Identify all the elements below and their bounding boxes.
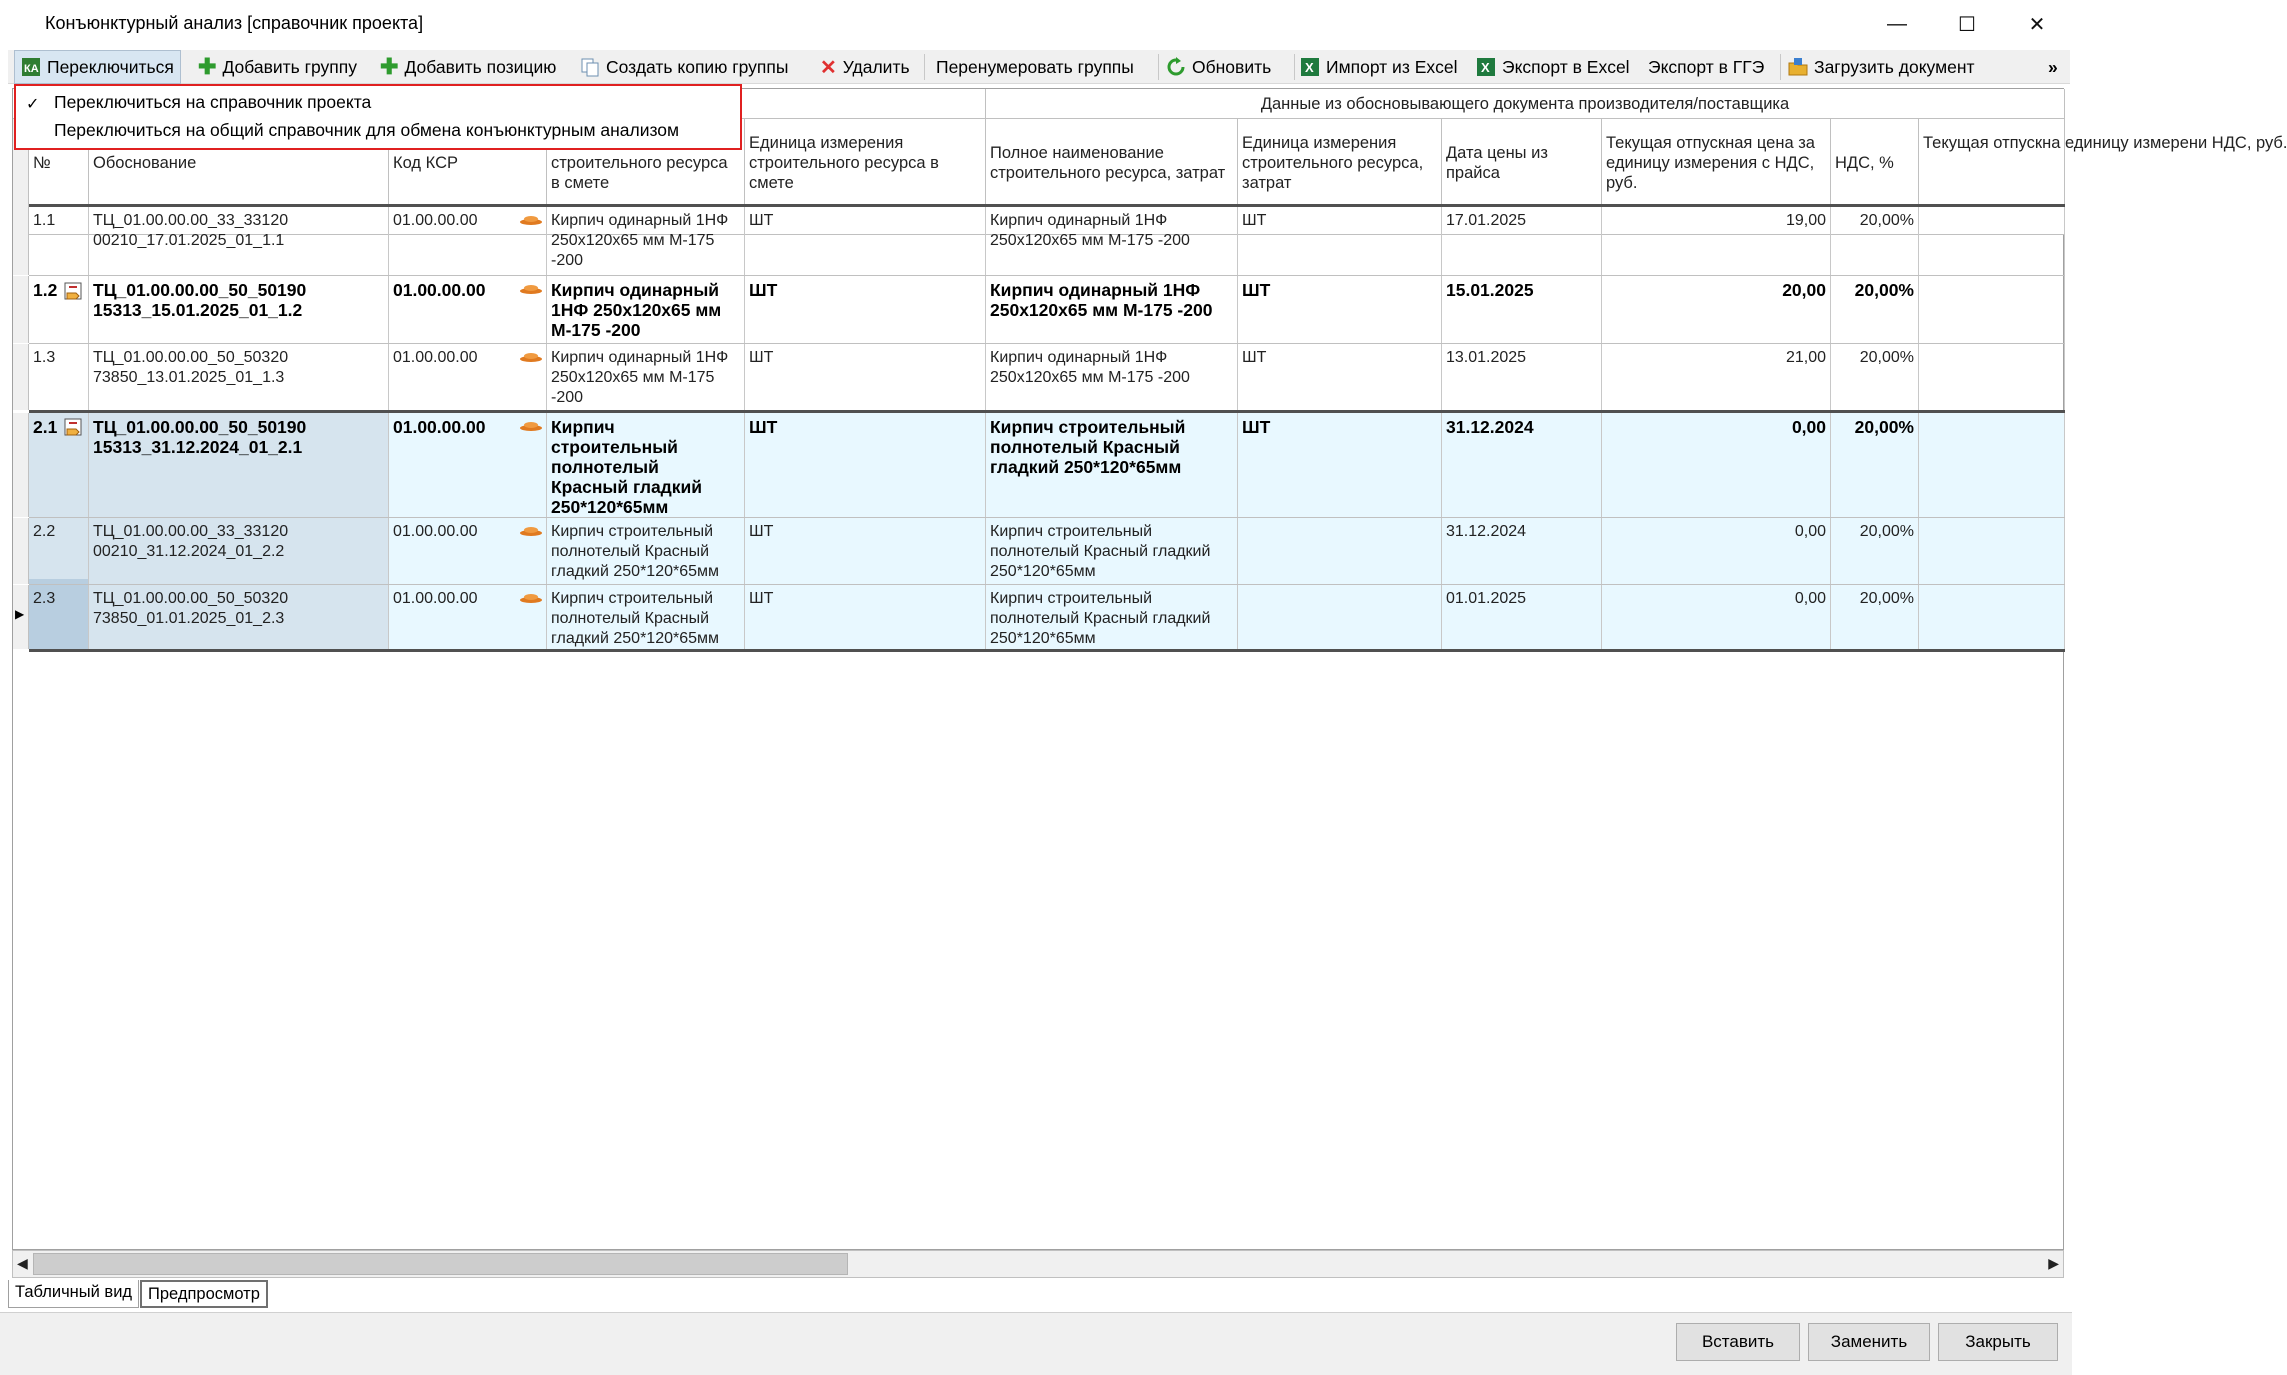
header-price-truncated[interactable]: Текущая отпускна единицу измерени НДС, руб. — [1919, 119, 2065, 235]
cell-full-name[interactable]: Кирпич одинарный 1НФ 250x120x65 мм М-175 -200 — [986, 276, 1238, 343]
brick-icon — [519, 526, 543, 536]
title-bar — [0, 0, 2072, 48]
folder-icon — [1788, 57, 1808, 77]
cell-price[interactable]: 0,00 — [1602, 413, 1831, 517]
cell-unit[interactable]: ШТ — [745, 276, 986, 343]
cell-vat[interactable]: 20,00% — [1831, 207, 1919, 275]
import-excel-label: Импорт из Excel — [1326, 56, 1458, 77]
cell-empty[interactable] — [1919, 276, 2065, 343]
toolbar-separator — [924, 54, 925, 80]
row-divider — [29, 204, 2065, 207]
header-price-date[interactable]: Дата цены из прайса — [1442, 119, 1602, 235]
svg-text:X: X — [1481, 60, 1490, 75]
header-basis[interactable]: Обоснование — [89, 119, 389, 235]
current-row-indicator-icon: ▶ — [15, 607, 25, 621]
brick-icon — [519, 215, 543, 225]
cell-date[interactable]: 31.12.2024 — [1442, 518, 1602, 584]
switch-dropdown-menu — [14, 84, 742, 150]
checkmark-icon: ✓ — [26, 96, 40, 113]
data-grid — [12, 88, 2287, 1250]
cell-full-name[interactable]: Кирпич одинарный 1НФ 250x120x65 мм М-175 -200 — [986, 344, 1238, 410]
cell-date[interactable]: 15.01.2025 — [1442, 276, 1602, 343]
header-group-supplier: Данные из обосновывающего документа производителя/поставщика — [986, 89, 2065, 119]
cell-price[interactable]: 21,00 — [1602, 344, 1831, 410]
export-excel-label: Экспорт в Excel — [1502, 56, 1630, 77]
header-unit-supplier[interactable]: Единица измерения строительного ресурса, затрат — [1238, 119, 1442, 235]
svg-text:X: X — [1305, 60, 1314, 75]
svg-text:КА: КА — [24, 63, 39, 75]
cell-ksr[interactable]: 01.00.00.00 — [389, 518, 547, 584]
refresh-button[interactable] — [1166, 50, 1271, 84]
row-selector[interactable] — [13, 207, 29, 275]
row-divider — [29, 649, 2065, 652]
cell-price[interactable]: 0,00 — [1602, 585, 1831, 649]
cell-resource[interactable]: Кирпич одинарный 1НФ 250x120x65 мм М-175 -200 — [547, 344, 745, 410]
cell-supplier-unit[interactable] — [1238, 518, 1442, 584]
add-group-label: Добавить группу — [222, 56, 358, 77]
plus-icon: ✚ — [198, 54, 217, 79]
copy-group-button[interactable] — [580, 50, 788, 84]
scrollbar-thumb[interactable] — [33, 1253, 848, 1275]
menu-item-shared-directory[interactable]: Переключиться на общий справочник для обмена конъюнктурным анализом — [54, 120, 680, 140]
cell-vat[interactable]: 20,00% — [1831, 585, 1919, 649]
brick-icon — [519, 421, 543, 431]
cell-full-name[interactable]: Кирпич строительный полнотелый Красный гладкий 250*120*65мм — [986, 413, 1238, 517]
cell-vat[interactable]: 20,00% — [1831, 413, 1919, 517]
row-selector[interactable] — [13, 413, 29, 517]
cell-ksr[interactable]: 01.00.00.00 — [389, 585, 547, 649]
cell-basis[interactable]: ТЦ_01.00.00.00_33_33120 00210_31.12.2024_01_2.2 — [89, 518, 389, 584]
cell-basis[interactable]: ТЦ_01.00.00.00_33_33120 00210_17.01.2025_01_1.1 — [89, 207, 389, 275]
cell-no[interactable]: 2.1 — [29, 413, 89, 517]
load-document-button[interactable] — [1788, 50, 1975, 84]
cell-resource[interactable]: Кирпич строительный полнотелый Красный гладкий 250*120*65мм — [547, 518, 745, 584]
brick-icon — [519, 352, 543, 362]
cell-full-name[interactable]: Кирпич одинарный 1НФ 250x120x65 мм М-175 -200 — [986, 207, 1238, 275]
bottom-bar — [0, 1312, 2072, 1375]
cell-resource[interactable]: Кирпич одинарный 1НФ 250x120x65 мм М-175 -200 — [547, 276, 745, 343]
cell-unit[interactable]: ШТ — [745, 413, 986, 517]
switch-label: Переключиться — [47, 56, 174, 77]
cell-empty[interactable] — [1919, 518, 2065, 584]
load-document-label: Загрузить документ — [1814, 56, 1975, 77]
cell-no[interactable]: 1.1 — [29, 207, 89, 275]
menu-item-project-directory[interactable]: Переключиться на справочник проекта — [54, 92, 372, 112]
refresh-label: Обновить — [1192, 56, 1272, 77]
document-hand-icon — [63, 417, 85, 439]
plus-icon: ✚ — [380, 54, 399, 79]
row-selector[interactable] — [13, 344, 29, 410]
cell-basis[interactable]: ТЦ_01.00.00.00_50_50190 15313_15.01.2025_01_1.2 — [89, 276, 389, 343]
toolbar-separator — [1158, 54, 1159, 80]
cell-price[interactable]: 0,00 — [1602, 518, 1831, 584]
header-ksr[interactable]: Код КСР — [389, 119, 547, 235]
minimize-button[interactable]: — — [1887, 12, 1907, 35]
scroll-right-icon[interactable]: ▶ — [2048, 1255, 2059, 1271]
cell-date[interactable]: 13.01.2025 — [1442, 344, 1602, 410]
horizontal-scrollbar[interactable] — [12, 1250, 2064, 1278]
cell-no[interactable]: 2.2 — [29, 518, 89, 584]
maximize-button[interactable]: ☐ — [1958, 13, 1976, 36]
header-full-name[interactable]: Полное наименование строительного ресурса, затрат — [986, 119, 1238, 235]
close-button[interactable]: Закрыть — [1938, 1323, 2058, 1361]
cell-no[interactable]: 2.3 — [29, 585, 89, 649]
renumber-label: Перенумеровать группы — [936, 56, 1134, 77]
scroll-left-icon[interactable]: ◀ — [17, 1255, 28, 1271]
brick-icon — [519, 284, 543, 294]
cell-ksr[interactable]: 01.00.00.00 — [389, 344, 547, 410]
cell-vat[interactable]: 20,00% — [1831, 276, 1919, 343]
cell-supplier-unit[interactable]: ШТ — [1238, 207, 1442, 275]
export-gge-button[interactable] — [1648, 50, 1764, 84]
header-no[interactable]: № — [29, 119, 89, 235]
cell-empty[interactable] — [1919, 344, 2065, 410]
cell-basis[interactable]: ТЦ_01.00.00.00_50_50320 73850_01.01.2025_01_2.3 — [89, 585, 389, 649]
cell-unit[interactable]: ШТ — [745, 344, 986, 410]
close-window-button[interactable]: ✕ — [2028, 13, 2046, 36]
header-price-with-vat[interactable]: Текущая отпускная цена за единицу измерения с НДС, руб. — [1602, 119, 1831, 235]
cell-no[interactable]: 1.3 — [29, 344, 89, 410]
cell-resource[interactable]: Кирпич строительный полнотелый Красный гладкий 250*120*65мм — [547, 585, 745, 649]
renumber-button[interactable] — [936, 50, 1134, 84]
delete-icon: ✕ — [820, 56, 837, 79]
cell-no[interactable]: 1.2 — [29, 276, 89, 343]
cell-supplier-unit[interactable]: ШТ — [1238, 276, 1442, 343]
excel-icon — [1300, 57, 1320, 77]
row-selector[interactable] — [13, 276, 29, 343]
cell-unit[interactable]: ШТ — [745, 585, 986, 649]
cell-price[interactable]: 19,00 — [1602, 207, 1831, 275]
tab-table-view[interactable]: Табличный вид — [8, 1280, 139, 1308]
tab-preview[interactable]: Предпросмотр — [140, 1280, 268, 1308]
switch-button[interactable] — [14, 50, 181, 84]
delete-label: Удалить — [842, 56, 910, 77]
add-position-button[interactable] — [380, 50, 556, 84]
replace-button[interactable]: Заменить — [1808, 1323, 1930, 1361]
toolbar-separator — [1294, 54, 1295, 80]
insert-button[interactable]: Вставить — [1676, 1323, 1800, 1361]
add-position-label: Добавить позицию — [404, 56, 557, 77]
cell-supplier-unit[interactable]: ШТ — [1238, 344, 1442, 410]
cell-vat[interactable]: 20,00% — [1831, 344, 1919, 410]
ka-icon — [21, 57, 41, 77]
cell-ksr[interactable]: 01.00.00.00 — [389, 413, 547, 517]
cell-full-name[interactable]: Кирпич строительный полнотелый Красный гладкий 250*120*65мм — [986, 518, 1238, 584]
cell-ksr[interactable]: 01.00.00.00 — [389, 207, 547, 275]
export-gge-label: Экспорт в ГГЭ — [1648, 56, 1765, 77]
copy-icon — [580, 57, 600, 77]
cell-basis[interactable]: ТЦ_01.00.00.00_50_50190 15313_31.12.2024_01_2.1 — [89, 413, 389, 517]
cell-empty[interactable] — [1919, 413, 2065, 517]
header-unit-smeta[interactable]: Единица измерения строительного ресурса в смете — [745, 119, 986, 235]
cell-empty[interactable] — [1919, 207, 2065, 275]
delete-button[interactable] — [820, 50, 910, 84]
cell-unit[interactable]: ШТ — [745, 518, 986, 584]
cell-date[interactable]: 31.12.2024 — [1442, 413, 1602, 517]
document-hand-icon — [63, 281, 85, 303]
cell-price[interactable]: 20,00 — [1602, 276, 1831, 343]
toolbar-separator — [1780, 54, 1781, 80]
toolbar — [8, 50, 2070, 84]
refresh-icon — [1166, 57, 1186, 77]
cell-empty[interactable] — [1919, 585, 2065, 649]
cell-resource[interactable]: Кирпич строительный полнотелый Красный гладкий 250*120*65мм — [547, 413, 745, 517]
cell-vat[interactable]: 20,00% — [1831, 518, 1919, 584]
header-resource-name[interactable]: строительного ресурса в смете — [547, 119, 745, 235]
excel-icon — [1476, 57, 1496, 77]
view-tabs — [0, 1280, 2072, 1312]
add-group-button[interactable] — [198, 50, 357, 84]
import-excel-button[interactable] — [1300, 50, 1458, 84]
cell-date[interactable]: 17.01.2025 — [1442, 207, 1602, 275]
copy-group-label: Создать копию группы — [606, 56, 789, 77]
cell-unit[interactable]: ШТ — [745, 207, 986, 275]
toolbar-overflow-button[interactable]: » — [2048, 56, 2058, 77]
cell-date[interactable]: 01.01.2025 — [1442, 585, 1602, 649]
cell-supplier-unit[interactable] — [1238, 585, 1442, 649]
export-excel-button[interactable] — [1476, 50, 1630, 84]
cell-full-name[interactable]: Кирпич строительный полнотелый Красный гладкий 250*120*65мм — [986, 585, 1238, 649]
cell-basis[interactable]: ТЦ_01.00.00.00_50_50320 73850_13.01.2025_01_1.3 — [89, 344, 389, 410]
cell-ksr[interactable]: 01.00.00.00 — [389, 276, 547, 343]
row-selector[interactable] — [13, 518, 29, 584]
brick-icon — [519, 593, 543, 603]
window-title: Конъюнктурный анализ [справочник проекта] — [45, 13, 424, 33]
cell-supplier-unit[interactable]: ШТ — [1238, 413, 1442, 517]
cell-resource[interactable]: Кирпич одинарный 1НФ 250x120x65 мм М-175 -200 — [547, 207, 745, 275]
header-vat[interactable]: НДС, % — [1831, 119, 1919, 235]
